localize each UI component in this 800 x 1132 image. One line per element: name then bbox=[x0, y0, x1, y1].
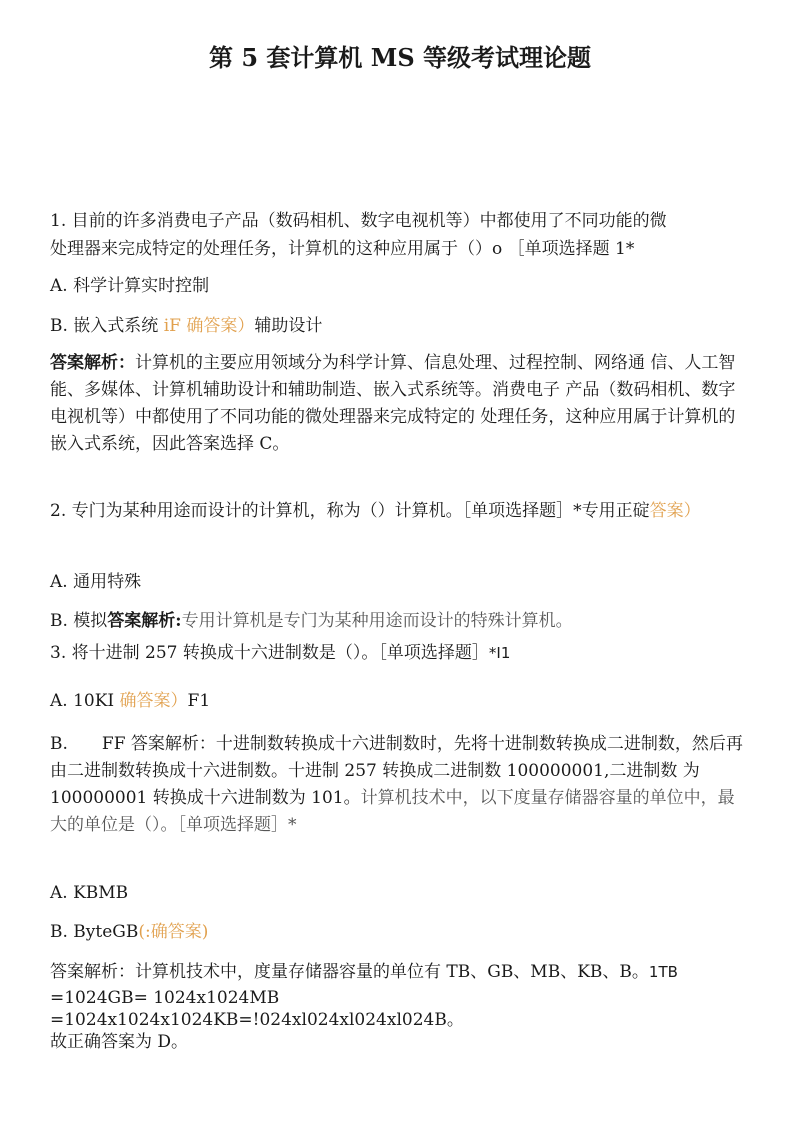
q4-option-b-prefix: B. ByteGB bbox=[50, 922, 139, 942]
q3-option-a-suffix: F1 bbox=[187, 691, 211, 711]
q3-option-a-answer-marker: 确答案） bbox=[119, 691, 188, 711]
q2-stem-answer-marker: 答案） bbox=[649, 501, 701, 521]
q2-option-a: A. 通用特殊 bbox=[50, 572, 142, 592]
q4-option-b-answer-marker: (:确答案) bbox=[138, 922, 209, 942]
q3-option-b-text: FF 答案解析：十进制数转换成十六进制数时，先将十进制数转换成二进制数，然后再 由二进制数转换成十六进制数。十进制 257 转换成二进制数 100000001,二进制数 为 100000001 转换成十六进制数为 101。 bbox=[50, 734, 743, 808]
q3-stem bbox=[50, 640, 750, 666]
q2-stem-main: 2. 专门为某种用途而设计的计算机，称为（）计算机。［单项选择题］*专用正碇 bbox=[50, 501, 650, 521]
q4-option-b bbox=[50, 919, 750, 945]
q4-analysis-line2: =1024GB= 1024x1024MB bbox=[50, 988, 280, 1008]
q1-option-b-prefix: B. 嵌入式系统 bbox=[50, 316, 164, 336]
q2-option-b bbox=[50, 608, 750, 634]
q2-stem bbox=[50, 498, 750, 525]
q1-option-b-suffix: 辅助设计 bbox=[254, 316, 323, 336]
q4-analysis-tail: 1TB bbox=[648, 963, 678, 981]
q1-option-b bbox=[50, 313, 750, 339]
q3-stem-text: 3. 将十进制 257 转换成十六进制数是（）。［单项选择题］ bbox=[50, 643, 489, 663]
q4-stem: 计算机技术中，以下度量存储器容量的单位中，最大的单位是（）。［单项选择题］* bbox=[50, 788, 735, 835]
q1-option-b-answer-marker: iF 确答案） bbox=[163, 316, 255, 336]
q3-option-a-prefix: A. 10KI bbox=[50, 691, 120, 711]
q2-option-b-prefix: B. 模拟 bbox=[50, 611, 108, 631]
q1-stem-line2: 处理器来完成特定的处理任务，计算机的这种应用属于（）o ［单项选择题 1* bbox=[50, 239, 635, 259]
q3-option-b-label: B. bbox=[50, 734, 68, 754]
q1-analysis-text: 计算机的主要应用领域分为科学计算、信息处理、过程控制、网络通 信、人工智能、多媒体、计算机辅助设计和辅助制造、嵌入式系统等。消费电子 产品（数码相机、数字电视机等）中都使用了不同功能的微处理器来完成特定的 处理任务，这种应用属于计算机的嵌入式系统，因此答案选择 C。 bbox=[50, 353, 736, 454]
q3-stem-tail: *I1 bbox=[488, 644, 511, 662]
q4-analysis-line1 bbox=[50, 961, 750, 983]
q2-option-b-text: 专用计算机是专门为某种用途而设计的特殊计算机。 bbox=[181, 611, 573, 631]
q1-option-a: A. 科学计算实时控制 bbox=[50, 276, 210, 296]
q4-analysis-line3: =1024x1024x1024KB=!024xl024xl024xl024B。 bbox=[50, 1010, 464, 1030]
q4-analysis-line4: 故正确答案为 D。 bbox=[50, 1032, 189, 1052]
q4-option-a: A. KBMB bbox=[50, 883, 129, 903]
q3-option-a bbox=[50, 688, 750, 714]
q3-option-b bbox=[50, 731, 750, 839]
q4-analysis-main: 答案解析：计算机技术中，度量存储器容量的单位有 TB、GB、MB、KB、B。 bbox=[50, 962, 649, 982]
q1-analysis-label: 答案解析： bbox=[50, 353, 135, 373]
page-title: 第 5 套计算机 MS 等级考试理论题 bbox=[208, 43, 592, 72]
q1-stem-line1: 1. 目前的许多消费电子产品（数码相机、数字电视机等）中都使用了不同功能的微 bbox=[50, 211, 667, 231]
q2-option-b-label: 答案解析: bbox=[107, 611, 182, 631]
q1-analysis bbox=[50, 350, 750, 458]
